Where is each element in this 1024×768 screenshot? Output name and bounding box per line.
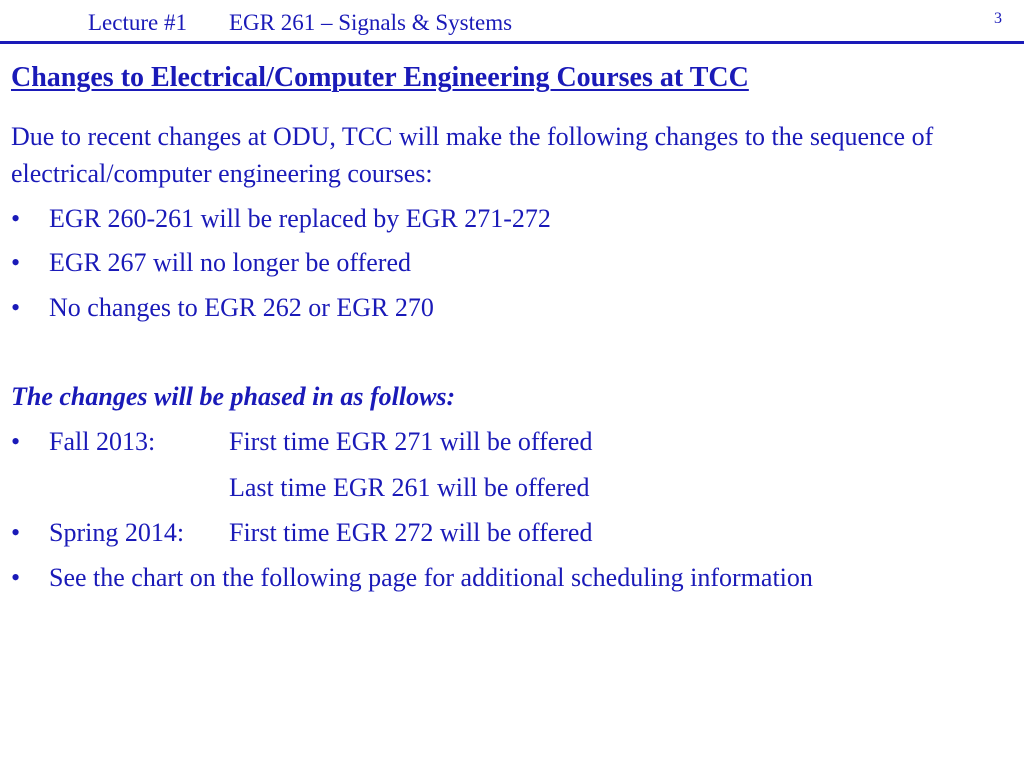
phase-term: Spring 2014:	[49, 518, 185, 547]
bullet: •	[11, 293, 21, 322]
intro-paragraph: Due to recent changes at ODU, TCC will make the following changes to the sequence of electrical/computer engineering courses:	[11, 122, 934, 188]
page-number: 3	[994, 10, 1002, 27]
bullet: •	[11, 518, 21, 547]
list-item	[11, 247, 411, 279]
bullet: •	[11, 563, 21, 592]
list-item	[11, 203, 551, 235]
header-divider	[0, 41, 1024, 44]
phase-item-spring-2014	[11, 517, 592, 549]
lecture-label: Lecture #1	[88, 10, 187, 35]
bullet: •	[11, 248, 21, 277]
header-course	[88, 9, 512, 37]
phase-term: Fall 2013:	[49, 427, 156, 456]
phase-heading: The changes will be phased in as follows:	[11, 382, 456, 411]
phase-item-fall-2013	[11, 426, 592, 458]
slide-title: Changes to Electrical/Computer Engineering Courses at TCC	[11, 62, 749, 93]
list-item-text: EGR 260-261 will be replaced by EGR 271-272	[49, 204, 551, 233]
bullet: •	[11, 204, 21, 233]
phase-detail: Last time EGR 261 will be offered	[229, 473, 590, 502]
list-item-text: No changes to EGR 262 or EGR 270	[49, 293, 434, 322]
phase-detail: First time EGR 271 will be offered	[229, 427, 593, 456]
course-title: EGR 261 – Signals & Systems	[228, 10, 513, 35]
list-item-text: EGR 267 will no longer be offered	[49, 248, 411, 277]
phase-item-continued	[11, 472, 590, 504]
list-item-final-note	[11, 562, 813, 594]
list-item	[11, 292, 434, 324]
bullet: •	[11, 427, 21, 456]
list-item-text: See the chart on the following page for additional scheduling information	[49, 563, 813, 592]
phase-detail: First time EGR 272 will be offered	[229, 518, 593, 547]
